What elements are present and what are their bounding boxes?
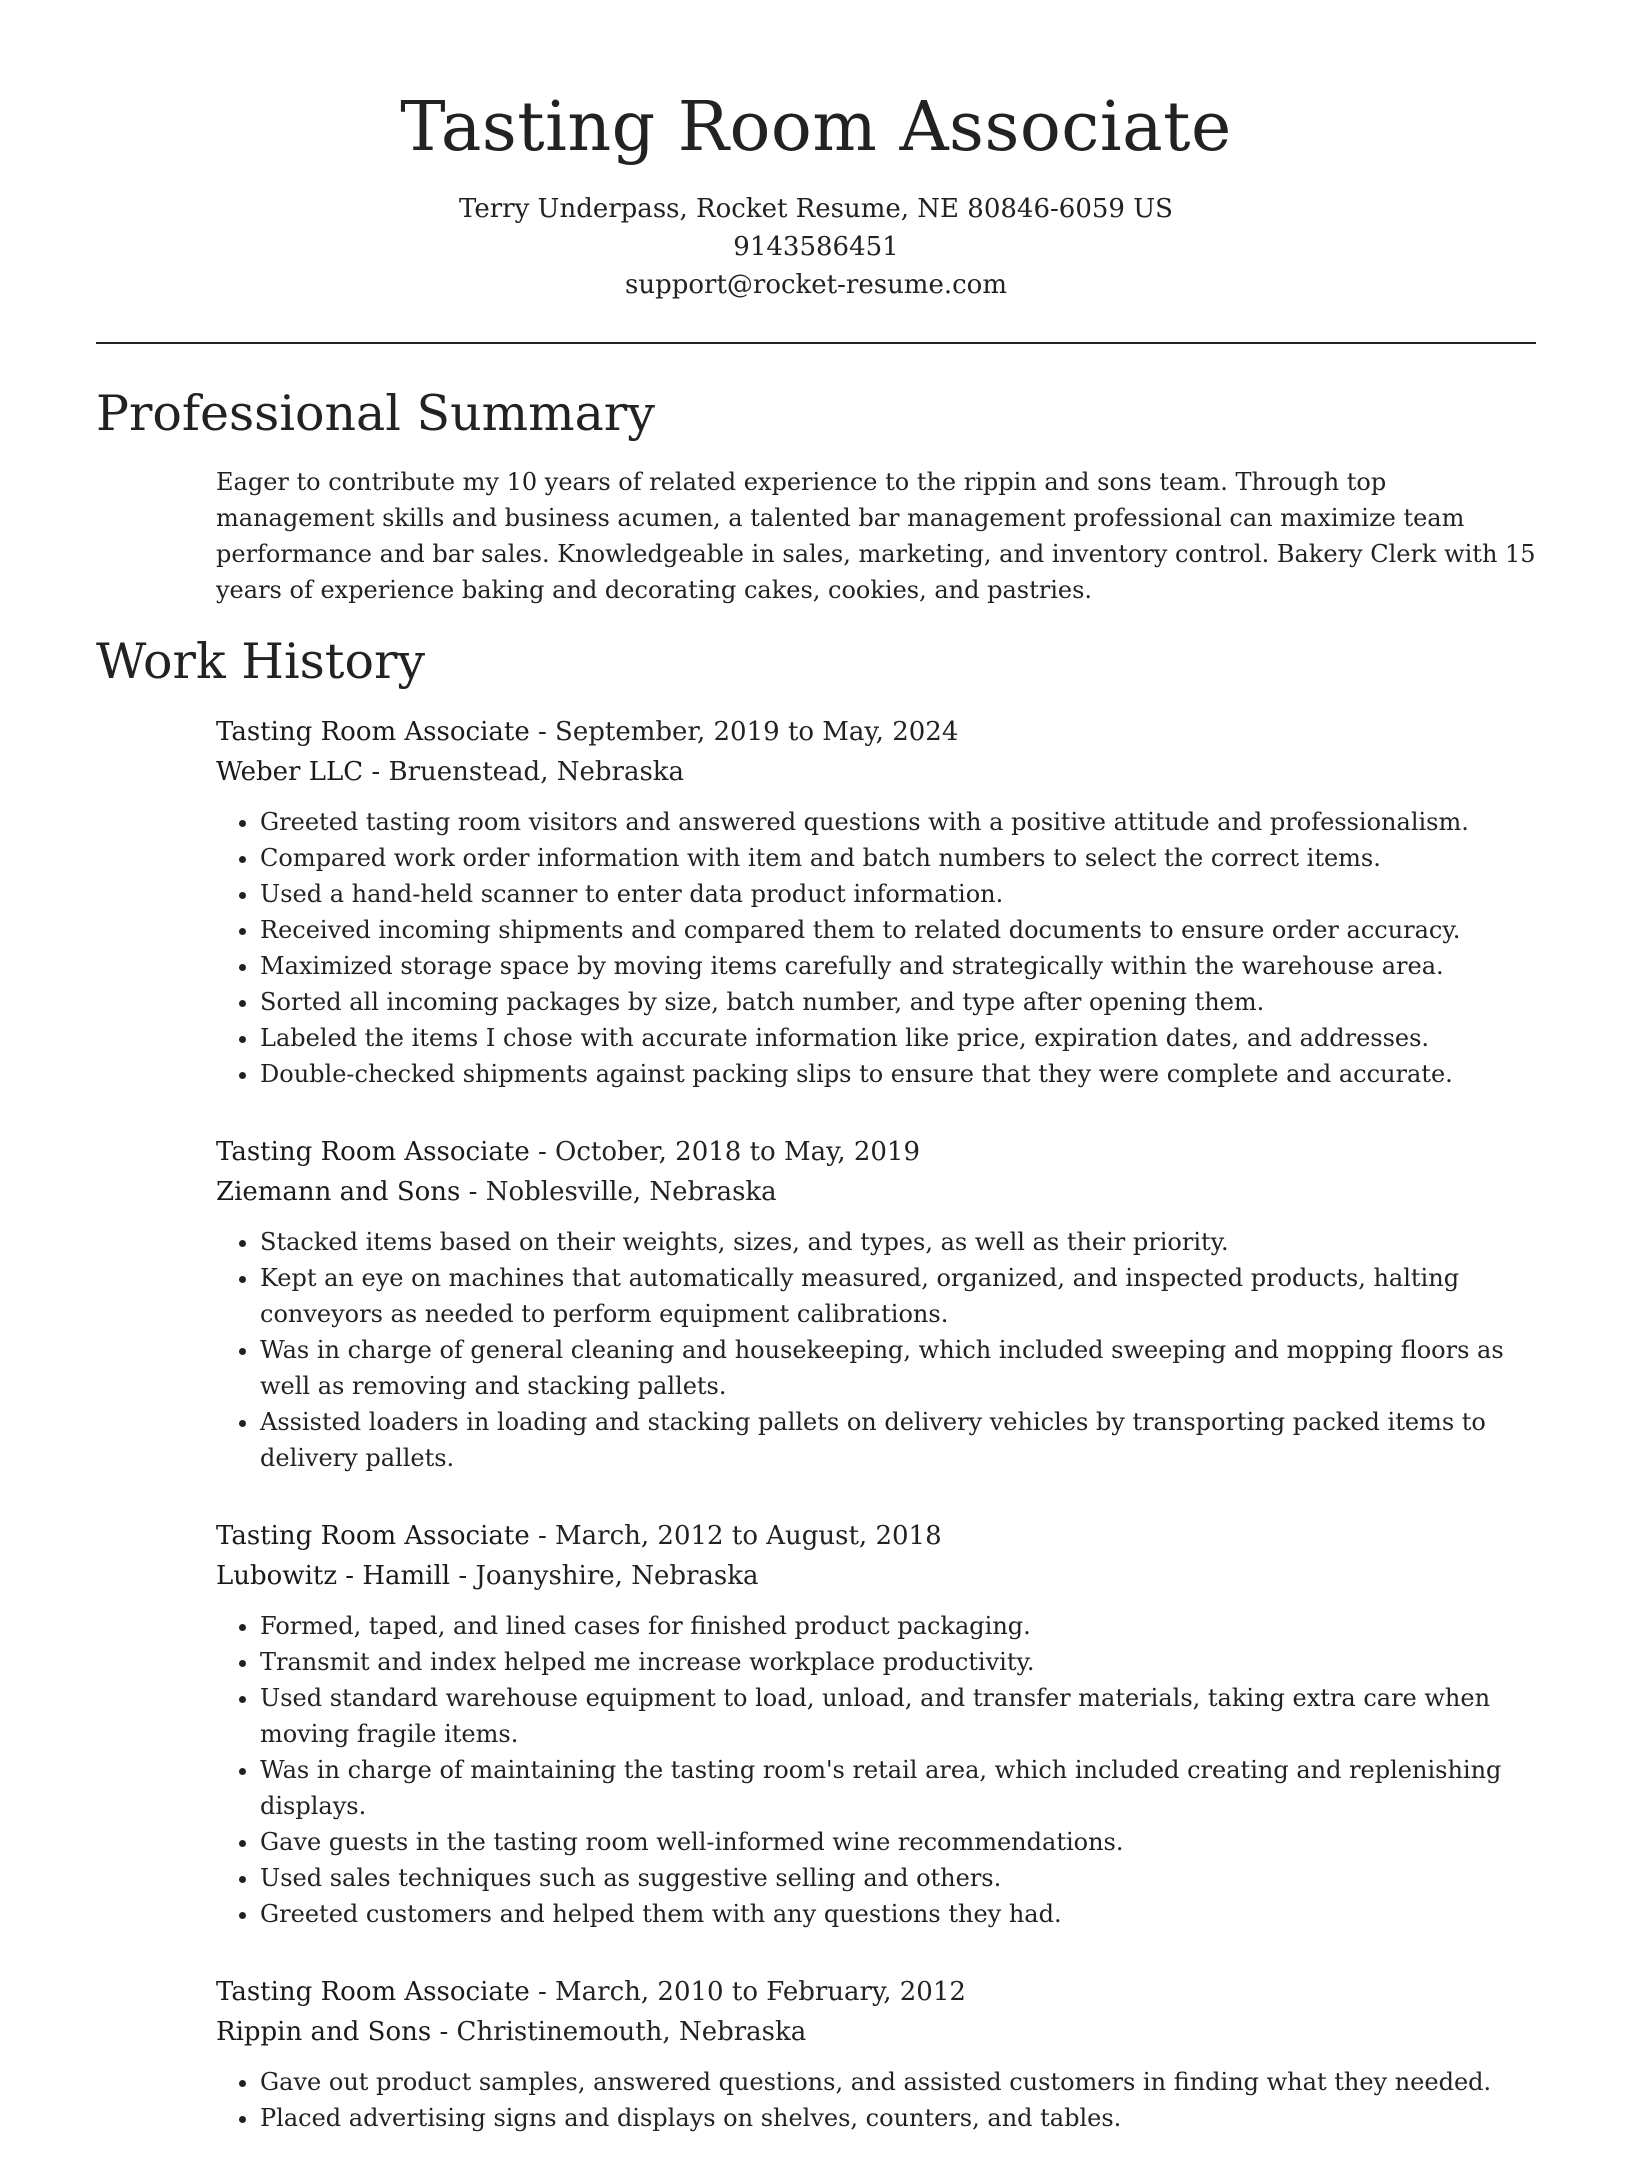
job-entry	[216, 1972, 1536, 2136]
job-title: Tasting Room Associate	[216, 1521, 530, 1551]
job-company: Weber LLC	[216, 757, 364, 787]
contact-block	[0, 190, 1632, 304]
job-employer-line: Lubowitz - Hamill - Joanyshire, Nebraska	[216, 1561, 759, 1591]
contact-address: Terry Underpass, Rocket Resume, NE 80846-6059 US	[459, 194, 1173, 224]
duty-item: • Used standard warehouse equipment to load, unload, and transfer materials, taking extra care when moving fragile items.	[260, 1680, 1536, 1752]
work-history-heading: Work History	[96, 633, 426, 690]
duty-item: • Compared work order information with item and batch numbers to select the correct items.	[260, 840, 1536, 876]
job-employer-line: Rippin and Sons - Christinemouth, Nebraska	[216, 2017, 807, 2047]
contact-email: support@rocket-resume.com	[624, 270, 1007, 300]
duty-item: • Stacked items based on their weights, sizes, and types, as well as their priority.	[260, 1224, 1536, 1260]
job-location: Joanyshire, Nebraska	[475, 1561, 759, 1591]
job-entry	[216, 712, 1536, 1092]
job-title-line: Tasting Room Associate - October, 2018 to May, 2019	[216, 1137, 921, 1167]
duty-item: • Used sales techniques such as suggestive selling and others.	[260, 1860, 1536, 1896]
duty-item: • Was in charge of general cleaning and housekeeping, which included sweeping and mopping floors as well as removing and stacking pallets.	[260, 1332, 1536, 1404]
job-title-line: Tasting Room Associate - March, 2010 to February, 2012	[216, 1977, 966, 2007]
job-dates: September, 2019 to May, 2024	[555, 717, 959, 747]
job-title: Tasting Room Associate	[216, 717, 530, 747]
work-history-list	[216, 712, 1536, 2176]
job-dates: March, 2010 to February, 2012	[555, 1977, 966, 2007]
job-title-line: Tasting Room Associate - September, 2019 to May, 2024	[216, 717, 959, 747]
duty-item: • Placed advertising signs and displays on shelves, counters, and tables.	[260, 2100, 1536, 2136]
job-company: Lubowitz - Hamill	[216, 1561, 451, 1591]
job-duties	[216, 1608, 1536, 1932]
job-location: Christinemouth, Nebraska	[456, 2017, 807, 2047]
job-entry	[216, 1132, 1536, 1476]
contact-phone: 9143586451	[733, 232, 899, 262]
duty-item: • Gave guests in the tasting room well-informed wine recommendations.	[260, 1824, 1536, 1860]
duty-item: • Formed, taped, and lined cases for finished product packaging.	[260, 1608, 1536, 1644]
duty-item: • Greeted customers and helped them with any questions they had.	[260, 1896, 1536, 1932]
duty-item: • Kept an eye on machines that automatically measured, organized, and inspected products, halting conveyors as needed to perform equipment calibrations.	[260, 1260, 1536, 1332]
job-title: Tasting Room Associate	[216, 1137, 530, 1167]
duty-item: • Received incoming shipments and compared them to related documents to ensure order accuracy.	[260, 912, 1536, 948]
resume-title: Tasting Room Associate	[400, 88, 1232, 167]
duty-item: • Double-checked shipments against packing slips to ensure that they were complete and accurate.	[260, 1056, 1536, 1092]
job-duties	[216, 2064, 1536, 2136]
job-company: Rippin and Sons	[216, 2017, 432, 2047]
job-location: Bruenstead, Nebraska	[388, 757, 685, 787]
duty-item: • Assisted loaders in loading and stacking pallets on delivery vehicles by transporting packed items to delivery pallets.	[260, 1404, 1536, 1476]
job-title: Tasting Room Associate	[216, 1977, 530, 2007]
duty-item: • Sorted all incoming packages by size, batch number, and type after opening them.	[260, 984, 1536, 1020]
duty-item: • Gave out product samples, answered questions, and assisted customers in finding what they needed.	[260, 2064, 1536, 2100]
duty-item: • Used a hand-held scanner to enter data product information.	[260, 876, 1536, 912]
summary-heading: Professional Summary	[96, 385, 655, 442]
job-employer-line: Weber LLC - Bruenstead, Nebraska	[216, 757, 685, 787]
duty-item: • Maximized storage space by moving items carefully and strategically within the warehouse area.	[260, 948, 1536, 984]
header-divider	[96, 342, 1536, 344]
job-employer-line: Ziemann and Sons - Noblesville, Nebraska	[216, 1177, 777, 1207]
job-duties	[216, 804, 1536, 1092]
job-location: Noblesville, Nebraska	[485, 1177, 777, 1207]
job-title-line: Tasting Room Associate - March, 2012 to August, 2018	[216, 1521, 942, 1551]
job-duties	[216, 1224, 1536, 1476]
job-company: Ziemann and Sons	[216, 1177, 461, 1207]
duty-item: • Greeted tasting room visitors and answered questions with a positive attitude and professionalism.	[260, 804, 1536, 840]
job-dates: March, 2012 to August, 2018	[555, 1521, 942, 1551]
duty-item: • Transmit and index helped me increase workplace productivity.	[260, 1644, 1536, 1680]
duty-item: • Was in charge of maintaining the tasting room's retail area, which included creating and replenishing displays.	[260, 1752, 1536, 1824]
job-dates: October, 2018 to May, 2019	[555, 1137, 921, 1167]
duty-item: • Labeled the items I chose with accurate information like price, expiration dates, and addresses.	[260, 1020, 1536, 1056]
summary-text: Eager to contribute my 10 years of related experience to the rippin and sons team. Through top management skills and business acumen, a talented bar management professional can maximize team performance and bar sales. Knowledgeable in sales, marketing, and inventory control. Bakery Clerk with 15 years of experience baking and decorating cakes, cookies, and pastries.	[216, 468, 1536, 604]
job-entry	[216, 1516, 1536, 1932]
